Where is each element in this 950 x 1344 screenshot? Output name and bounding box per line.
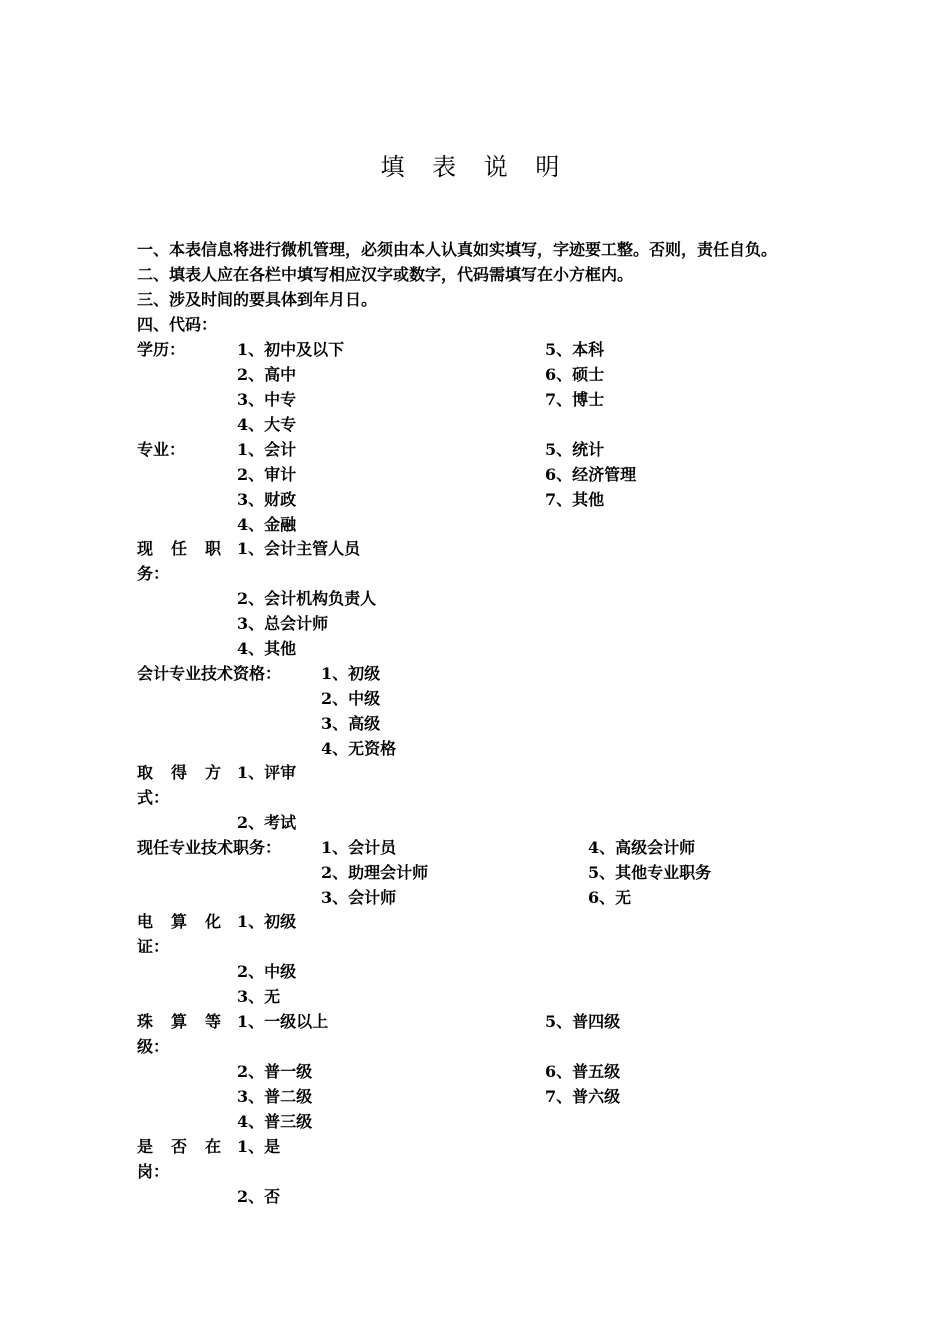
on-duty-label-char: 是 xyxy=(137,1137,154,1156)
qualification-code: 3、高级 xyxy=(321,714,381,733)
abacus-label xyxy=(137,1010,221,1034)
position-label xyxy=(137,537,221,561)
abacus-label-tail: 级： xyxy=(137,1037,170,1056)
education-code: 3、中专 xyxy=(237,390,297,409)
qualification-code: 4、无资格 xyxy=(321,739,397,758)
computer-code: 1、初级 xyxy=(237,912,297,931)
major-code: 5、统计 xyxy=(545,440,605,459)
education-code: 4、大专 xyxy=(237,415,297,434)
computer-label-char: 电 xyxy=(137,912,154,931)
method-label-char: 取 xyxy=(137,763,154,782)
abacus-label-char: 珠 xyxy=(137,1012,154,1031)
abacus-code: 1、一级以上 xyxy=(237,1012,329,1031)
position-code: 4、其他 xyxy=(237,639,297,658)
instruction-line-1: 一、本表信息将进行微机管理，必须由本人认真如实填写，字迹要工整。否则，责任自负。 xyxy=(137,240,778,259)
on-duty-label-char: 否 xyxy=(170,1137,187,1156)
abacus-label-char: 等 xyxy=(204,1012,221,1031)
computer-code: 2、中级 xyxy=(237,962,297,981)
method-label xyxy=(137,761,221,785)
major-code: 2、审计 xyxy=(237,465,297,484)
computer-label-char: 化 xyxy=(204,912,221,931)
computer-label-tail: 证： xyxy=(137,937,170,956)
qualification-code: 1、初级 xyxy=(321,664,381,683)
education-code: 5、本科 xyxy=(545,340,605,359)
instruction-line-3: 三、涉及时间的要具体到年月日。 xyxy=(137,290,378,309)
on-duty-label-char: 在 xyxy=(204,1137,221,1156)
position-code: 3、总会计师 xyxy=(237,614,329,633)
education-code: 2、高中 xyxy=(237,365,297,384)
on-duty-code: 1、是 xyxy=(237,1137,281,1156)
method-code: 2、考试 xyxy=(237,813,297,832)
abacus-code: 7、普六级 xyxy=(545,1087,621,1106)
position-label-tail: 务： xyxy=(137,564,170,583)
abacus-label-char: 算 xyxy=(170,1012,187,1031)
title-post-label: 现任专业技术职务： xyxy=(137,838,282,857)
page-title: 填 表 说 明 xyxy=(380,153,570,181)
major-code: 4、金融 xyxy=(237,515,297,534)
title-post-code: 5、其他专业职务 xyxy=(588,863,712,882)
position-label-char: 现 xyxy=(137,539,154,558)
qualification-code: 2、中级 xyxy=(321,689,381,708)
method-code: 1、评审 xyxy=(237,763,297,782)
abacus-code: 6、普五级 xyxy=(545,1062,621,1081)
education-code: 1、初中及以下 xyxy=(237,340,345,359)
major-code: 3、财政 xyxy=(237,490,297,509)
abacus-code: 3、普二级 xyxy=(237,1087,313,1106)
position-label-char: 任 xyxy=(170,539,187,558)
education-code: 6、硕士 xyxy=(545,365,605,384)
title-post-code: 4、高级会计师 xyxy=(588,838,696,857)
major-label: 专业： xyxy=(137,440,186,459)
education-label: 学历： xyxy=(137,340,186,359)
computer-label xyxy=(137,910,221,934)
education-code: 7、博士 xyxy=(545,390,605,409)
on-duty-code: 2、否 xyxy=(237,1187,281,1206)
qualification-label: 会计专业技术资格： xyxy=(137,664,282,683)
position-code: 2、会计机构负责人 xyxy=(237,589,377,608)
abacus-code: 5、普四级 xyxy=(545,1012,621,1031)
title-post-code: 6、无 xyxy=(588,888,632,907)
major-code: 7、其他 xyxy=(545,490,605,509)
abacus-code: 4、普三级 xyxy=(237,1112,313,1131)
on-duty-label-tail: 岗： xyxy=(137,1162,170,1181)
title-post-code: 1、会计员 xyxy=(321,838,397,857)
title-post-code: 3、会计师 xyxy=(321,888,397,907)
title-post-code: 2、助理会计师 xyxy=(321,863,429,882)
major-code: 6、经济管理 xyxy=(545,465,637,484)
method-label-tail: 式： xyxy=(137,788,170,807)
instruction-line-4: 四、代码： xyxy=(137,315,218,334)
method-label-char: 得 xyxy=(170,763,187,782)
on-duty-label xyxy=(137,1135,221,1159)
major-code: 1、会计 xyxy=(237,440,297,459)
computer-label-char: 算 xyxy=(170,912,187,931)
position-code: 1、会计主管人员 xyxy=(237,539,361,558)
computer-code: 3、无 xyxy=(237,987,281,1006)
instruction-line-2: 二、填表人应在各栏中填写相应汉字或数字，代码需填写在小方框内。 xyxy=(137,265,634,284)
abacus-code: 2、普一级 xyxy=(237,1062,313,1081)
method-label-char: 方 xyxy=(204,763,221,782)
position-label-char: 职 xyxy=(204,539,221,558)
